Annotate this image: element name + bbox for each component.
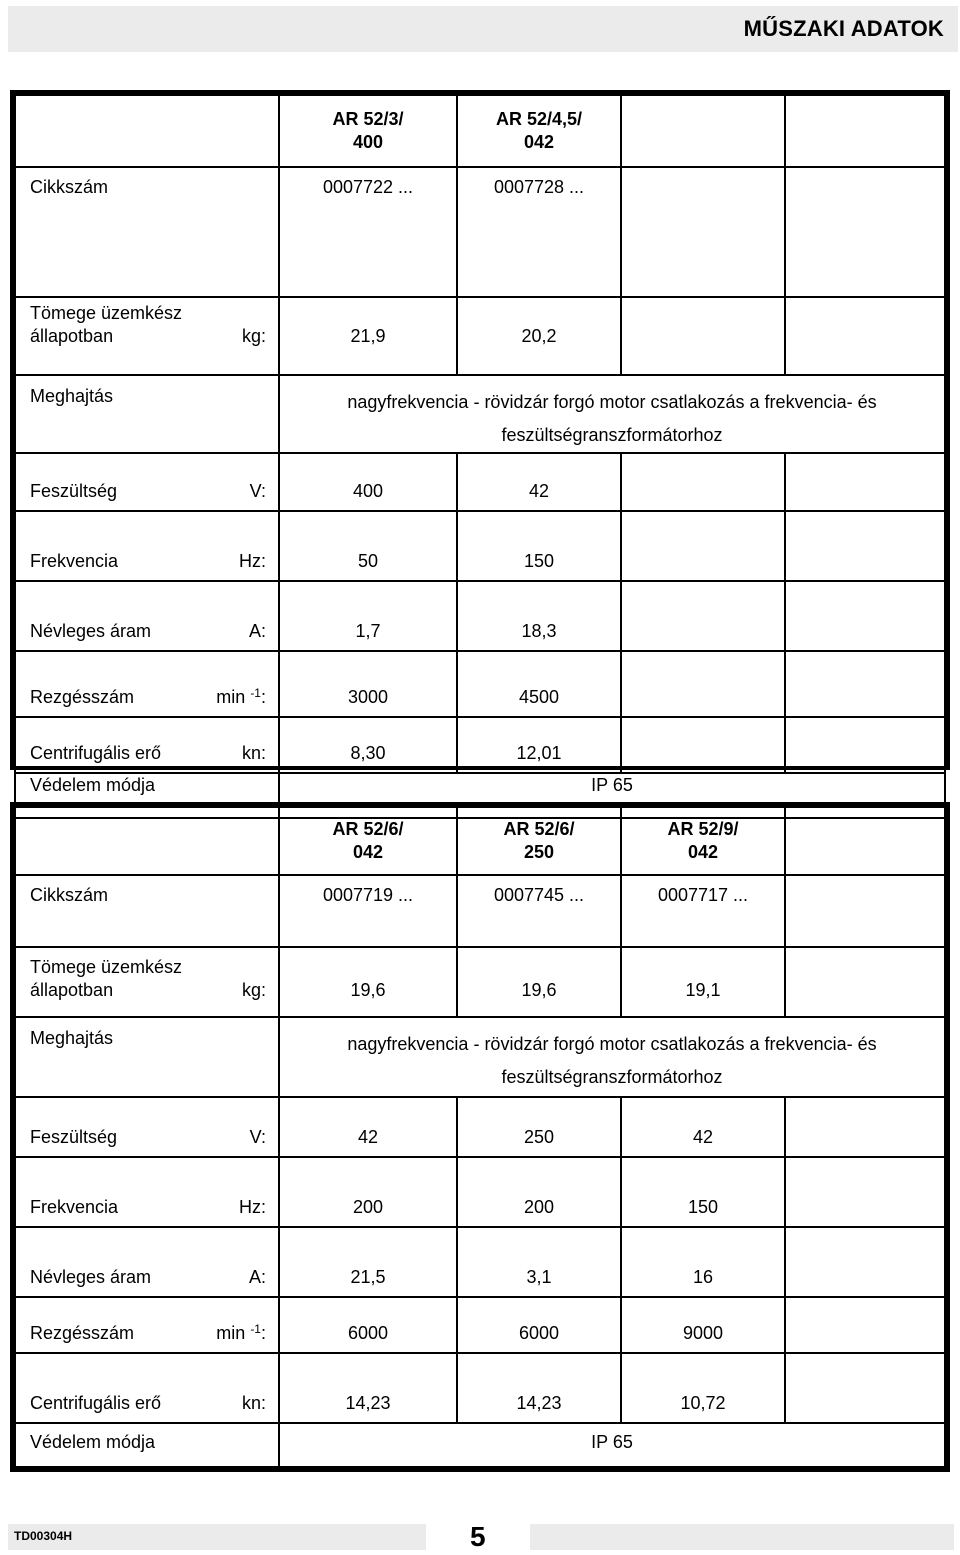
protection-value: IP 65 xyxy=(279,1423,945,1467)
page-number: 5 xyxy=(470,1521,486,1552)
row-label: Centrifugális erő xyxy=(15,717,195,773)
cell-value: 9000 xyxy=(621,1297,785,1353)
cell-value: 0007719 ... xyxy=(279,875,457,947)
model-header-row xyxy=(15,95,945,167)
tomege-row xyxy=(15,947,945,1017)
tomege-row xyxy=(15,297,945,375)
cell-value: 42 xyxy=(457,453,621,511)
cell-value: 200 xyxy=(279,1157,457,1227)
protection-value: IP 65 xyxy=(279,773,945,818)
cell-value: 200 xyxy=(457,1157,621,1227)
rezgesszam-row xyxy=(15,1297,945,1353)
row-unit: A: xyxy=(195,581,279,651)
cell-value: 250 xyxy=(457,1097,621,1157)
cikkszam-row xyxy=(15,875,945,947)
cell-value: 16 xyxy=(621,1227,785,1297)
meghajtas-row xyxy=(15,1017,945,1097)
frekvencia-row xyxy=(15,511,945,581)
row-label: Rezgésszám xyxy=(15,1297,195,1353)
row-label: Tömege üzemkész állapotban xyxy=(15,297,195,375)
row-unit: Hz: xyxy=(195,511,279,581)
nevleges-aram-row xyxy=(15,1227,945,1297)
cell-value: 6000 xyxy=(279,1297,457,1353)
row-label: Cikkszám xyxy=(15,167,195,297)
cell-value: 21,9 xyxy=(279,297,457,375)
row-label: Feszültség xyxy=(15,1097,195,1157)
spec-table-1 xyxy=(10,90,950,795)
cell-value: 14,23 xyxy=(279,1353,457,1423)
spec-table-2 xyxy=(10,802,950,1472)
meghajtas-row xyxy=(15,375,945,453)
row-label: Meghajtás xyxy=(15,1017,195,1097)
page-title: MŰSZAKI ADATOK xyxy=(743,16,944,41)
vedelem-row xyxy=(15,1423,945,1467)
cell-value: 42 xyxy=(621,1097,785,1157)
drive-description: nagyfrekvencia - rövidzár forgó motor csatlakozás a frekvencia- és feszültségranszformátorhoz xyxy=(279,375,945,453)
cell-value: 19,6 xyxy=(279,947,457,1017)
cell-value: 19,6 xyxy=(457,947,621,1017)
row-unit: kn: xyxy=(195,717,279,773)
cell-value: 12,01 xyxy=(457,717,621,773)
cell-value: 1,7 xyxy=(279,581,457,651)
row-unit: min $^{-1}$: xyxy=(195,651,279,717)
model-header-row xyxy=(15,807,945,875)
cell-value: 400 xyxy=(279,453,457,511)
cell-value: 6000 xyxy=(457,1297,621,1353)
header-bar xyxy=(8,6,958,52)
model-header: AR 52/6/ 250 xyxy=(457,807,621,875)
row-label: Centrifugális erő xyxy=(15,1353,195,1423)
cell-value: 8,30 xyxy=(279,717,457,773)
cell-value: 0007722 ... xyxy=(279,167,457,297)
row-unit: V: xyxy=(195,1097,279,1157)
cell-value: 20,2 xyxy=(457,297,621,375)
cell-value: 3,1 xyxy=(457,1227,621,1297)
row-label: Feszültség xyxy=(15,453,195,511)
model-header: AR 52/4,5/ 042 xyxy=(457,95,621,167)
row-label: Meghajtás xyxy=(15,375,195,453)
row-unit: Hz: xyxy=(195,1157,279,1227)
cell-value: 0007728 ... xyxy=(457,167,621,297)
model-header: AR 52/3/ 400 xyxy=(279,95,457,167)
cell-value: 10,72 xyxy=(621,1353,785,1423)
model-header: AR 52/9/ 042 xyxy=(621,807,785,875)
cell-value: 18,3 xyxy=(457,581,621,651)
footer-bar-right xyxy=(530,1524,954,1550)
row-label: Cikkszám xyxy=(15,875,195,947)
document-code: TD00304H xyxy=(14,1529,73,1543)
row-unit: kg: xyxy=(195,947,279,1017)
cell-value: 0007717 ... xyxy=(621,875,785,947)
cikkszam-row xyxy=(15,167,945,297)
cell-value: 14,23 xyxy=(457,1353,621,1423)
cell-value: 19,1 xyxy=(621,947,785,1017)
cell-value: 42 xyxy=(279,1097,457,1157)
row-label: Frekvencia xyxy=(15,511,195,581)
drive-description: nagyfrekvencia - rövidzár forgó motor csatlakozás a frekvencia- és feszültségranszformátorhoz xyxy=(279,1017,945,1097)
cell-value: 0007745 ... xyxy=(457,875,621,947)
nevleges-aram-row xyxy=(15,581,945,651)
centrifugalis-ero-row xyxy=(15,717,945,773)
row-unit: V: xyxy=(195,453,279,511)
row-label: Védelem módja xyxy=(15,1423,195,1467)
cell-value: 150 xyxy=(457,511,621,581)
rezgesszam-row xyxy=(15,651,945,717)
row-unit: kg: xyxy=(195,297,279,375)
row-label: Rezgésszám xyxy=(15,651,195,717)
cell-value: 4500 xyxy=(457,651,621,717)
row-unit: kn: xyxy=(195,1353,279,1423)
row-label: Névleges áram xyxy=(15,1227,195,1297)
model-header: AR 52/6/ 042 xyxy=(279,807,457,875)
cell-value: 21,5 xyxy=(279,1227,457,1297)
cell-value: 50 xyxy=(279,511,457,581)
row-unit: min $^{-1}$: xyxy=(195,1297,279,1353)
row-label: Tömege üzemkész állapotban xyxy=(15,947,195,1017)
feszultseg-row xyxy=(15,453,945,511)
row-label: Frekvencia xyxy=(15,1157,195,1227)
row-label: Névleges áram xyxy=(15,581,195,651)
row-label: Védelem módja xyxy=(15,773,195,818)
centrifugalis-ero-row xyxy=(15,1353,945,1423)
feszultseg-row xyxy=(15,1097,945,1157)
cell-value: 150 xyxy=(621,1157,785,1227)
frekvencia-row xyxy=(15,1157,945,1227)
row-unit: A: xyxy=(195,1227,279,1297)
cell-value: 3000 xyxy=(279,651,457,717)
